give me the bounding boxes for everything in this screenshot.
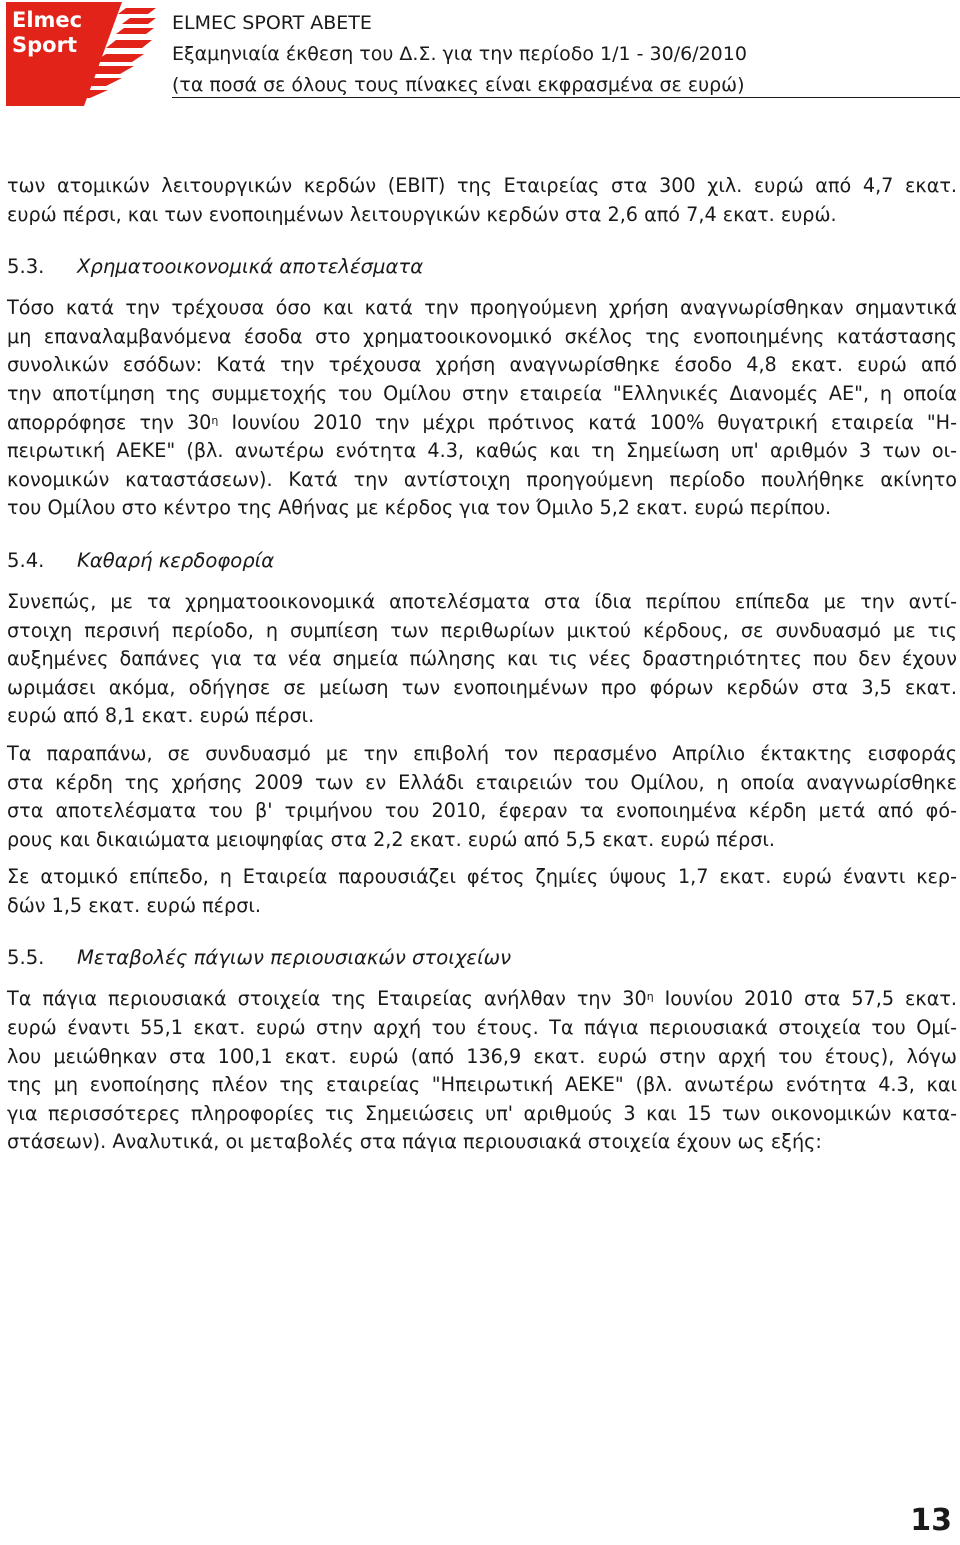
logo-text-sport: Sport [12,33,77,57]
superscript: η [646,990,654,1004]
text-line: Συνεπώς, με τα χρηματοοικονομικά αποτελέσματα στα ίδια περίπου επίπεδα με την αντί- [7,589,957,613]
paragraph-5-4-c [7,863,957,920]
section-number: 5.3. [7,255,45,279]
text-line: ωριμάσει ακόμα, οδήγησε σε μείωση των ενοποιημένων προ φόρων κερδών στα 3,5 εκατ. [7,675,957,699]
page-header [172,8,960,101]
text-line: ευρώ έναντι 55,1 εκατ. ευρώ στην αρχή του έτους. Τα πάγια περιουσιακά στοιχεία του Ομί- [7,1016,957,1040]
section-heading-5-4 [7,547,957,575]
text-line: Τα παραπάνω, σε συνδυασμό με την επιβολή τον περασμένο Απρίλιο έκτακτης εισφοράς [7,741,957,765]
text-line: την αποτίμηση της συμμετοχής του Ομίλου στην εταιρεία "Ελληνικές Διανομές ΑΕ", η οποία [7,381,957,405]
section-number: 5.4. [7,548,45,572]
text-line: μη επαναλαμβανόμενα έσοδα στο χρηματοοικονομικό σκέλος της ενοποιημένης κατάστασης [7,324,957,348]
text-line: στάσεων). Αναλυτικά, οι μεταβολές στα πάγια περιουσιακά στοιχεία έχουν ως εξής: [7,1130,822,1154]
text-fragment: Ιουνίου 2010 στα 57,5 εκατ. [653,987,957,1011]
text-line: Τόσο κατά την τρέχουσα όσο και κατά την προηγούμενη χρήση αναγνωρίσθηκαν σημαντικά [7,296,957,320]
logo-text-elmec: Elmec [12,8,83,32]
report-title: Εξαμηνιαία έκθεση του Δ.Σ. για την περίοδο 1/1 - 30/6/2010 [172,43,747,65]
text-line: ευρώ από 8,1 εκατ. ευρώ πέρσι. [7,704,315,728]
text-line: συνολικών εσόδων: Κατά την τρέχουσα χρήση αναγνωρίσθηκε έσοδο 4,8 εκατ. ευρώ από [7,353,957,377]
text-fragment: Ιουνίου 2010 την μέχρι πρότινος κατά 100% θυγατρική εταιρεία "Η- [218,410,957,434]
text-fragment: Τα πάγια περιουσιακά στοιχεία της Εταιρείας ανήλθαν την 30 [7,987,647,1011]
text-line [7,985,957,1014]
header-divider [172,97,960,98]
text-line: στοιχη περσινή περίοδο, η συμπίεση των περιθωρίων μικτού κέρδους, σε συνδυασμό με τις [7,618,957,642]
text-line: της μη ενοποίησης πλέον της εταιρείας "Ηπειρωτική ΑΕΚΕ" (βλ. ανωτέρω ενότητα 4.3, και [7,1073,957,1097]
text-line: στα αποτελέσματα του β' τριμήνου του 2010, έφεραν τα ενοποιημένα κέρδη μετά από φό- [7,799,957,823]
text-line: Σε ατομικό επίπεδο, η Εταιρεία παρουσιάζει φέτος ζημίες ύψους 1,7 εκατ. ευρώ έναντι κερ- [7,865,957,889]
page-number: 13 [910,1503,952,1538]
text-line: για περισσότερες πληροφορίες τις Σημειώσεις υπ' αριθμούς 3 και 15 των οικονομικών κατα- [7,1101,957,1125]
paragraph-5-5 [7,985,957,1157]
paragraph-5-4-a [7,588,957,731]
text-line: κονομικών καταστάσεων). Κατά την αντίστοιχη προηγούμενη περίοδο πουλήθηκε ακίνητο [7,467,957,491]
currency-note: (τα ποσά σε όλους τους πίνακες είναι εκφρασμένα σε ευρώ) [172,74,745,96]
text-line: δών 1,5 εκατ. ευρώ πέρσι. [7,893,261,917]
section-number: 5.5. [7,946,45,970]
elmec-sport-logo [6,2,156,106]
body-content [7,172,957,1157]
text-line [7,409,957,438]
text-line: ρους και δικαιώματα μειοψηφίας στα 2,2 εκατ. ευρώ από 5,5 εκατ. ευρώ πέρσι. [7,827,775,851]
section-title: Καθαρή κερδοφορία [77,548,275,572]
text-line: πειρωτική ΑΕΚΕ" (βλ. ανωτέρω ενότητα 4.3, καθώς και τη Σημείωση υπ' αριθμόν 3 των οι- [7,439,957,463]
paragraph-5-4-b [7,740,957,854]
section-title: Χρηματοοικονομικά αποτελέσματα [77,255,424,279]
text-line: λου μειώθηκαν στα 100,1 εκατ. ευρώ (από 136,9 εκατ. ευρώ στην αρχή του έτους), λόγω [7,1044,957,1068]
text-line: ευρώ πέρσι, και των ενοποιημένων λειτουργικών κερδών στα 2,6 από 7,4 εκατ. ευρώ. [7,202,837,226]
section-title: Μεταβολές πάγιων περιουσιακών στοιχείων [77,946,512,970]
text-line: αυξημένες δαπάνες για τα νέα σημεία πώλησης και τις νέες δραστηριότητες που δεν έχουν [7,647,957,671]
text-line: του Ομίλου στο κέντρο της Αθήνας με κέρδος για τον Όμιλο 5,2 εκατ. ευρώ περίπου. [7,496,832,520]
superscript: η [211,413,219,427]
text-fragment: απορρόφησε την 30 [7,410,212,434]
section-heading-5-3 [7,253,957,281]
intro-paragraph [7,172,957,229]
section-heading-5-5 [7,944,957,972]
text-line: των ατομικών λειτουργικών κερδών (EBIT) της Εταιρείας στα 300 χιλ. ευρώ από 4,7 εκατ. [7,174,957,197]
paragraph-5-3 [7,294,957,523]
company-name: ELMEC SPORT ABETE [172,12,372,34]
text-line: στα κέρδη της χρήσης 2009 των εν Ελλάδι εταιρειών του Ομίλου, η οποία αναγνωρίσθηκε [7,770,957,794]
